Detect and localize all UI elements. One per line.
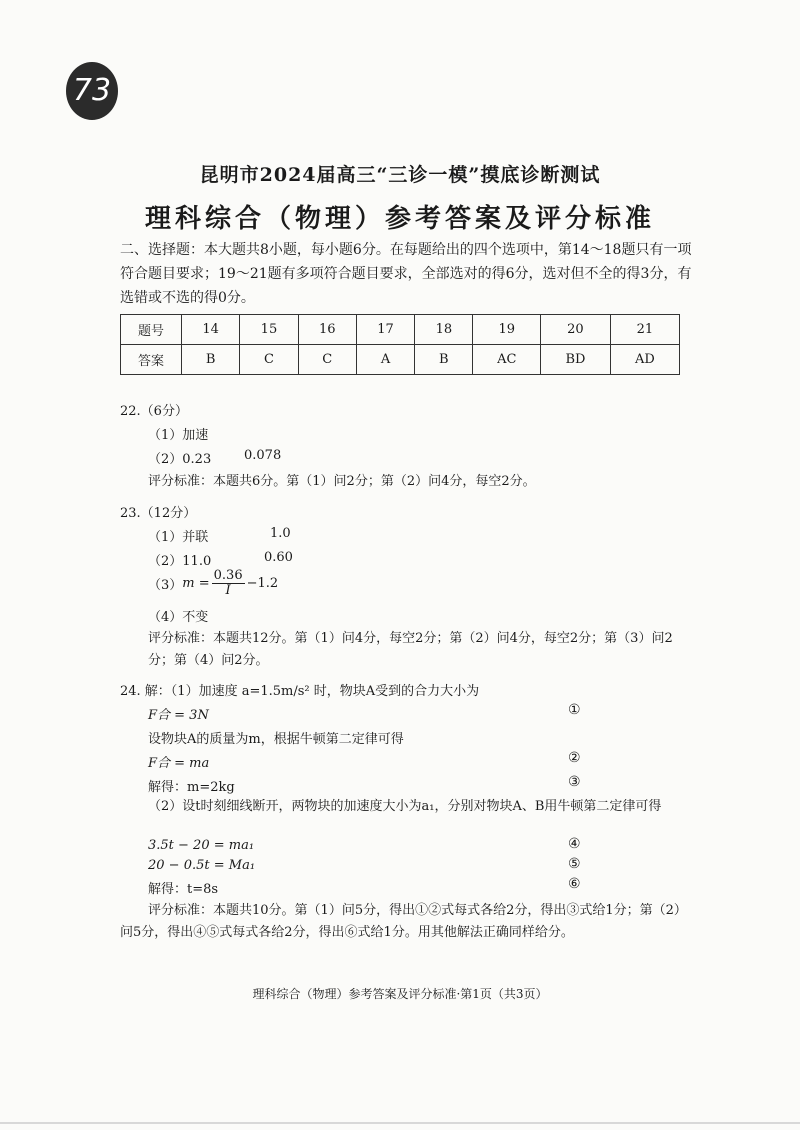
q24-eq3: 解得：m=2kg [148, 780, 235, 795]
table-cell: A [356, 345, 414, 375]
table-row [121, 345, 680, 375]
table-cell: AC [473, 345, 541, 375]
q24-eq5: 20 − 0.5t = Ma₁ [148, 858, 256, 873]
q23-part3-label: （3） [148, 577, 183, 593]
q23-formula-fraction [212, 569, 245, 598]
table-cell: AD [610, 345, 679, 375]
q24-eq1: F合 = 3N [148, 708, 209, 723]
table-cell: 18 [415, 315, 473, 345]
row-label: 题号 [121, 315, 182, 345]
section2-instructions: 二、选择题：本大题共8小题，每小题6分。在每题给出的四个选项中，第14～18题只有一项符合题目要求；19～21题有多项符合题目要求，全部选对的得6分，选对但不全的得3分，有选错或不选的得0分。 [120, 242, 692, 306]
table-cell: 21 [610, 315, 679, 345]
table-cell: BD [541, 345, 611, 375]
page-bottom-divider [0, 1122, 800, 1124]
q23-formula-lhs: m = [182, 575, 210, 591]
table-cell: B [182, 345, 240, 375]
q23-part3 [148, 566, 278, 600]
answer-table [120, 314, 680, 375]
table-row [121, 315, 680, 345]
q23-part1-label: （1）并联 [148, 530, 209, 545]
table-cell: B [415, 345, 473, 375]
q23-heading: 23.（12分） [120, 506, 197, 521]
q22-heading: 22.（6分） [120, 404, 188, 419]
q24-eq4: 3.5t − 20 = ma₁ [148, 838, 255, 853]
page-number-badge: 73 [66, 62, 118, 120]
q24-mark5: ⑤ [568, 856, 581, 872]
q24-eq6: 解得：t=8s [148, 882, 219, 897]
q22-part2-value: 0.078 [244, 448, 282, 463]
q24-part2: （2）设t时刻细线断开，两物块的加速度大小为a₁，分别对物块A、B用牛顿第二定律可得 [148, 799, 662, 814]
q22-part1: （1）加速 [148, 428, 209, 443]
q23-formula-tail: −1.2 [246, 575, 279, 591]
q23-part1-value: 1.0 [270, 526, 291, 541]
document-title: 理科综合（物理）参考答案及评分标准 [144, 204, 655, 234]
q24-criteria: 评分标准：本题共10分。第（1）问5分，得出①②式每式各给2分，得出③式给1分；第（2）问5分，得出④⑤式每式各给2分，得出⑥式给1分。用其他解法正确同样给分。 [120, 903, 681, 940]
table-cell: 20 [541, 315, 611, 345]
q22-part2-label: （2）0.23 [148, 452, 212, 467]
q24-intro: 24. 解：（1）加速度 a=1.5m/s² 时，物块A受到的合力大小为 [120, 684, 480, 699]
q24-mark4: ④ [568, 836, 581, 852]
page-footer: 理科综合（物理）参考答案及评分标准·第1页（共3页） [252, 987, 548, 1001]
q22-criteria: 评分标准：本题共6分。第（1）问2分；第（2）问4分，每空2分。 [148, 474, 536, 489]
table-cell: 14 [182, 315, 240, 345]
q23-part2-value: 0.60 [264, 550, 293, 565]
q24-eq2: F合 = ma [148, 756, 210, 771]
table-cell: C [298, 345, 356, 375]
q24-mark1: ① [568, 702, 581, 718]
table-cell: 17 [356, 315, 414, 345]
table-cell: 15 [240, 315, 298, 345]
q23-criteria: 评分标准：本题共12分。第（1）问4分，每空2分；第（2）问4分，每空2分；第（3）问2分；第（4）问2分。 [148, 631, 673, 668]
q23-part4: （4）不变 [148, 610, 209, 625]
table-cell: C [240, 345, 298, 375]
q24-mark3: ③ [568, 774, 581, 790]
table-cell: 19 [473, 315, 541, 345]
q24-mark2: ② [568, 750, 581, 766]
exam-title: 昆明市2024届高三“三诊一模”摸底诊断测试 [199, 164, 601, 186]
fraction-denominator: I [225, 582, 231, 598]
table-cell: 16 [298, 315, 356, 345]
q24-mark6: ⑥ [568, 876, 581, 892]
q24-line2: 设物块A的质量为m，根据牛顿第二定律可得 [148, 732, 404, 747]
row-label: 答案 [121, 345, 182, 375]
fraction-numerator: 0.36 [213, 567, 243, 583]
q23-part2-label: （2）11.0 [148, 554, 212, 569]
